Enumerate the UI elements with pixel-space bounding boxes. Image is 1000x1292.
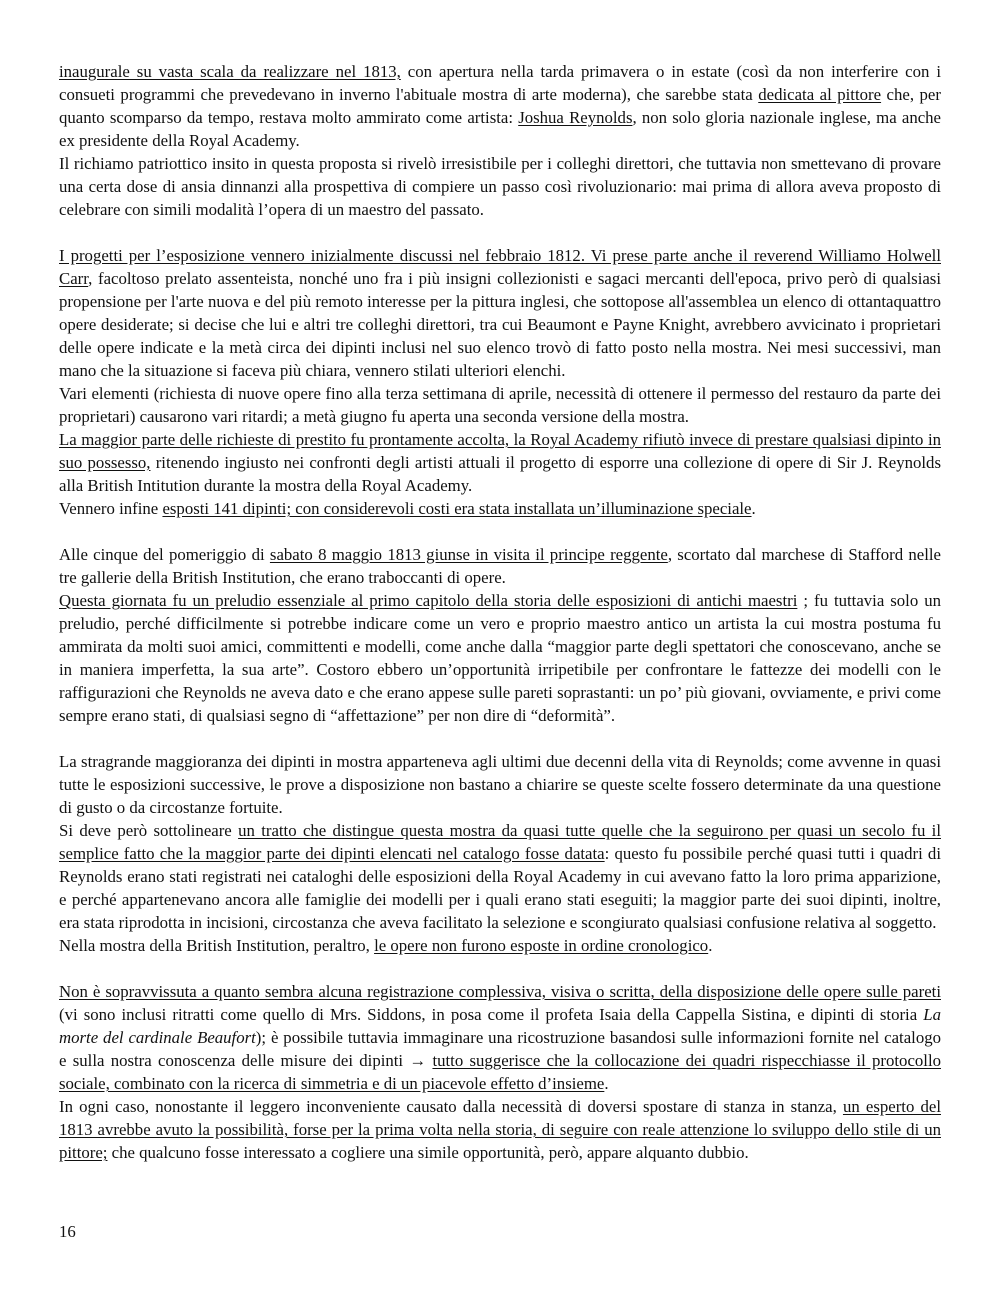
text-run: , non solo gloria nazionale inglese, ma anche ex presidente della Royal Academy. xyxy=(59,108,942,150)
text-run: ritenendo ingiusto nei confronti degli artisti attuali il progetto di esporre una collezione di opere di Sir J. Reynolds alla British Intitution durante la mostra della Royal Academy. xyxy=(59,453,941,495)
paragraph-gap xyxy=(59,957,941,980)
paragraph xyxy=(59,1095,941,1164)
underlined-text: dedicata al pittore xyxy=(758,85,882,104)
italic-title: La morte del cardinale Beaufort xyxy=(59,1005,941,1047)
text-run: Il richiamo patriottico insito in questa proposta si rivelò irresistibile per i colleghi direttori, che tuttavia non smettevano di provare una certa dose di ansia dinnanzi alla prospettiva di compiere un passo così rivoluzionario: mai prima di allora aveva proposto di celebrare con simili modalità l’opera di un maestro del passato. xyxy=(59,154,941,219)
underlined-text: tutto suggerisce che la collocazione dei quadri rispecchiasse il protocollo sociale, combinato con la ricerca di simmetria e di un piacevole effetto d’insieme xyxy=(59,1051,941,1093)
text-run: Si deve però sottolineare xyxy=(59,821,239,840)
underlined-text: sabato 8 maggio 1813 giunse in visita il principe reggente xyxy=(269,545,668,564)
paragraph xyxy=(59,980,941,1095)
paragraph xyxy=(59,244,941,382)
text-run: con apertura nella tarda primavera o in estate (così da non interferire con i consueti programmi che prevedevano in inverno l'abituale mostra di arte moderna), che sarebbe stata xyxy=(59,62,941,104)
paragraph xyxy=(59,382,941,428)
underlined-text: Questa giornata fu un preludio essenziale al primo capitolo della storia delle esposizioni di antichi maestri xyxy=(59,591,798,610)
underlined-text: un tratto che distingue questa mostra da quasi tutte quelle che la seguirono per quasi un secolo fu il semplice fatto che la maggior parte dei dipinti elencati nel catalogo fosse datata xyxy=(59,821,941,863)
text-run: Nella mostra della British Institution, peraltro, xyxy=(59,936,375,955)
paragraph xyxy=(59,497,941,520)
paragraph-gap xyxy=(59,221,941,244)
text-run: Vennero infine xyxy=(59,499,163,518)
text-run: che qualcuno fosse interessato a cogliere una simile opportunità, però, appare alquanto dubbio. xyxy=(107,1143,749,1162)
paragraph xyxy=(59,543,941,589)
text-run: , facoltoso prelato assenteista, nonché uno fra i più insigni collezionisti e sagaci mercanti dell'epoca, privo però di qualsiasi propensione per l'arte nuova e del più remoto interesse per la pittura inglesi, che sottopose all'assemblea un elenco di ottantaquattro opere desiderate; si decise che lui e altri tre colleghi direttori, tra cui Beaumont e Payne Knight, avrebbero avvicinato i proprietari delle opere indicate e la metà circa dei dipinti inclusi nel suo elenco trovò di fatto posto nella mostra. Nei mesi successivi, man mano che la situazione si faceva più chiara, vennero stilati ulteriori elenchi. xyxy=(59,269,941,380)
underlined-text: esposti 141 dipinti; con considerevoli costi era stata installata un’illuminazione speciale xyxy=(162,499,752,518)
text-run: : questo fu possibile perché quasi tutti i quadri di Reynolds erano stati registrati nei cataloghi delle esposizioni della Royal Academy in cui avevano fatto la loro prima apparizione, e perché appartenevano ancora alle famiglie dei modelli per i quali erano stati eseguiti; la maggior parte dei suoi dipinti, inoltre, era stata riprodotta in incisioni, circostanza che aveva facilitato la selezione e scongiurato qualsiasi confusione relativa al soggetto. xyxy=(59,844,941,932)
paragraph xyxy=(59,819,941,934)
paragraph-gap xyxy=(59,520,941,543)
paragraph xyxy=(59,152,941,221)
text-run: . xyxy=(751,499,756,518)
text-run: , scortato dal marchese di Stafford nelle tre gallerie della British Institution, che erano traboccanti di opere. xyxy=(59,545,942,587)
text-run: ); è possibile tuttavia immaginare una ricostruzione basandosi sulle informazioni fornite nel catalogo e sulla nostra conoscenza delle misure dei dipinti xyxy=(59,1028,941,1070)
page-number: 16 xyxy=(59,1222,76,1241)
paragraph xyxy=(59,750,941,819)
text-run: ; fu tuttavia solo un preludio, perché difficilmente si potrebbe indicare come un vero e proprio maestro antico un artista la cui mostra postuma fu ammirata da molti suoi amici, committenti e modelli, come anche dalla “maggior parte degli spettatori che conoscevano, anche se in maniera imperfetta, la sua arte”. Costoro ebbero un’opportunità irripetibile per confrontare le fattezze dei modelli con le raffigurazioni che Reynolds ne aveva dato e che erano appese sulle pareti soprastanti: un po’ più giovani, ovviamente, e privi come sempre erano stati, di qualsiasi segno di “affettazione” per non dire di “deformità”. xyxy=(59,591,942,725)
text-run: La stragrande maggioranza dei dipinti in mostra apparteneva agli ultimi due decenni della vita di Reynolds; come avvenne in quasi tutte le esposizioni successive, le prove a disposizione non bastano a chiarire se queste scelte fossero determinate da una questione di gusto o da circostanze fortuite. xyxy=(59,752,941,817)
text-run: . xyxy=(708,936,713,955)
paragraph xyxy=(59,60,941,152)
text-run: In ogni caso, nonostante il leggero inconveniente causato dalla necessità di doversi spostare di stanza in stanza, xyxy=(59,1097,843,1116)
right-arrow-icon: → xyxy=(409,1051,427,1070)
paragraph xyxy=(59,589,941,727)
underlined-text: un esperto del 1813 avrebbe avuto la possibilità, forse per la prima volta nella storia, di seguire con reale attenzione lo sviluppo dello stile di un pittore; xyxy=(59,1097,941,1162)
text-run: Vari elementi (richiesta di nuove opere fino alla terza settimana di aprile, necessità di ottenere il permesso del restauro da parte dei proprietari) causarono vari ritardi; a metà giugno fu aperta una seconda versione della mostra. xyxy=(59,384,941,426)
underlined-text: inaugurale su vasta scala da realizzare nel 1813, xyxy=(59,62,401,81)
paragraph xyxy=(59,428,941,497)
body-text xyxy=(59,60,941,1164)
underlined-text: Non è sopravvissuta a quanto sembra alcuna registrazione complessiva, visiva o scritta, della disposizione delle opere sulle pareti xyxy=(59,982,941,1001)
underlined-text: I progetti per l’esposizione vennero inizialmente discussi nel febbraio 1812. Vi prese parte anche il reverend Williamo Holwell Carr xyxy=(59,246,941,288)
underlined-text: Joshua Reynolds xyxy=(518,108,633,127)
text-run: Alle cinque del pomeriggio di xyxy=(59,545,270,564)
underlined-text: le opere non furono esposte in ordine cronologico xyxy=(374,936,709,955)
text-run: che, per quanto scomparso da tempo, restava molto ammirato come artista: xyxy=(59,85,941,127)
text-run: . xyxy=(604,1074,609,1093)
paragraph xyxy=(59,934,941,957)
text-run: (vi sono inclusi ritratti come quello di Mrs. Siddons, in posa come il profeta Isaia della Cappella Sistina, e dipinti di storia xyxy=(59,1005,924,1024)
paragraph-gap xyxy=(59,727,941,750)
underlined-text: La maggior parte delle richieste di prestito fu prontamente accolta, la Royal Academy rifiutò invece di prestare qualsiasi dipinto in suo possesso, xyxy=(59,430,941,472)
